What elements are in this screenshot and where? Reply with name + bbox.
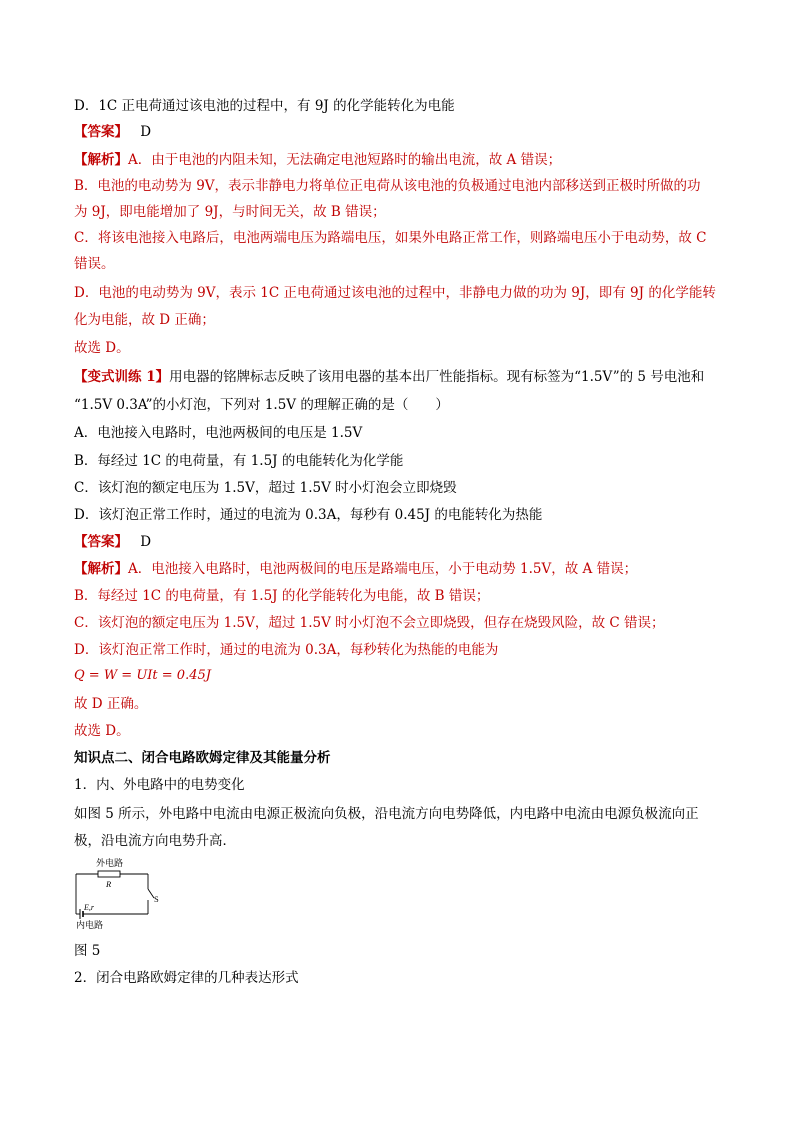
q1-analysis-b1: B．电池的电动势为 9V，表示非静电力将单位正电荷从该电池的负极通过电池内部移送到正极时所做的功 [74, 178, 701, 194]
resistor-symbol [98, 871, 120, 877]
answer-value: D [140, 534, 152, 550]
q1-analysis-d2: 化为电能，故 D 正确； [74, 312, 215, 328]
analysis-text: A．电池接入电路时，电池两极间的电压是路端电压，小于电动势 1.5V，故 A 错误； [128, 561, 638, 577]
answer-tag: 【答案】 [74, 124, 128, 140]
q2-analysis-b: B．每经过 1C 的电荷量，有 1.5J 的化学能转化为电能，故 B 错误； [74, 588, 490, 604]
source-label: E,r [84, 903, 94, 912]
q2-d-correct: 故 D 正确。 [74, 696, 148, 712]
answer-tag: 【答案】 [74, 534, 128, 550]
switch-label: S [154, 894, 159, 904]
q2-analysis-a [74, 559, 637, 579]
q1-analysis-c1: C．将该电池接入电路后，电池两端电压为路端电压，如果外电路正常工作，则路端电压小于电动势，故 C [74, 230, 707, 246]
q2-analysis-c: C．该灯泡的额定电压为 1.5V，超过 1.5V 时小灯泡不会立即烧毁，但存在烧毁风险，故 C 错误； [74, 615, 665, 631]
analysis-text: A．由于电池的内阻未知，无法确定电池短路时的输出电流，故 A 错误； [128, 152, 562, 168]
section-subheading-2: 2．闭合电路欧姆定律的几种表达形式 [74, 970, 299, 986]
q1-option-d: D．1C 正电荷通过该电池的过程中，有 9J 的化学能转化为电能 [74, 98, 455, 114]
q2-answer-line [74, 532, 151, 552]
inner-circuit-label: 内电路 [76, 920, 104, 930]
analysis-tag: 【解析】 [74, 152, 128, 168]
analysis-tag: 【解析】 [74, 561, 128, 577]
q2-analysis-d: D．该灯泡正常工作时，通过的电流为 0.3A，每秒转化为热能的电能为 [74, 642, 499, 658]
q2-conclusion: 故选 D。 [74, 723, 130, 739]
q2-stem-line2: “1.5V 0.3A”的小灯泡，下列对 1.5V 的理解正确的是（ ） [74, 397, 449, 413]
section-title: 知识点二、闭合电路欧姆定律及其能量分析 [74, 750, 331, 766]
q2-option-d: D．该灯泡正常工作时，通过的电流为 0.3A，每秒有 0.45J 的电能转化为热能 [74, 507, 543, 523]
section-paragraph-line1: 如图 5 所示，外电路中电流由电源正极流向负极，沿电流方向电势降低，内电路中电流由电源负极流向正 [74, 806, 699, 822]
q2-option-c: C．该灯泡的额定电压为 1.5V，超过 1.5V 时小灯泡会立即烧毁 [74, 480, 457, 496]
q1-analysis-d1: D．电池的电动势为 9V，表示 1C 正电荷通过该电池的过程中，非静电力做的功为 9J，即有 9J 的化学能转 [74, 285, 716, 301]
answer-value: D [140, 124, 152, 140]
q2-option-a: A．电池接入电路时，电池两极间的电压是 1.5V [74, 425, 363, 441]
q2-formula: Q = W = UIt = 0.45J [74, 668, 211, 683]
section-paragraph-line2: 极，沿电流方向电势升高． [74, 833, 236, 849]
q1-analysis-a [74, 150, 561, 170]
q1-analysis-c2: 错误。 [74, 256, 115, 272]
q2-stem-line1 [74, 367, 704, 387]
q1-conclusion: 故选 D。 [74, 340, 130, 356]
variant-training-tag: 【变式训练 1】 [74, 369, 170, 385]
figure-caption: 图 5 [74, 943, 101, 959]
q1-analysis-b2: 为 9J，即电能增加了 9J，与时间无关，故 B 错误； [74, 204, 386, 220]
q1-answer-line [74, 122, 151, 142]
resistor-label: R [106, 879, 112, 889]
q2-stem-text: 用电器的铭牌标志反映了该用电器的基本出厂性能指标。现有标签为“1.5V”的 5 号电池和 [169, 369, 705, 385]
outer-circuit-label: 外电路 [96, 858, 124, 868]
circuit-diagram [70, 852, 170, 932]
q2-option-b: B．每经过 1C 的电荷量，有 1.5J 的电能转化为化学能 [74, 453, 404, 469]
section-subheading-1: 1．内、外电路中的电势变化 [74, 777, 245, 793]
